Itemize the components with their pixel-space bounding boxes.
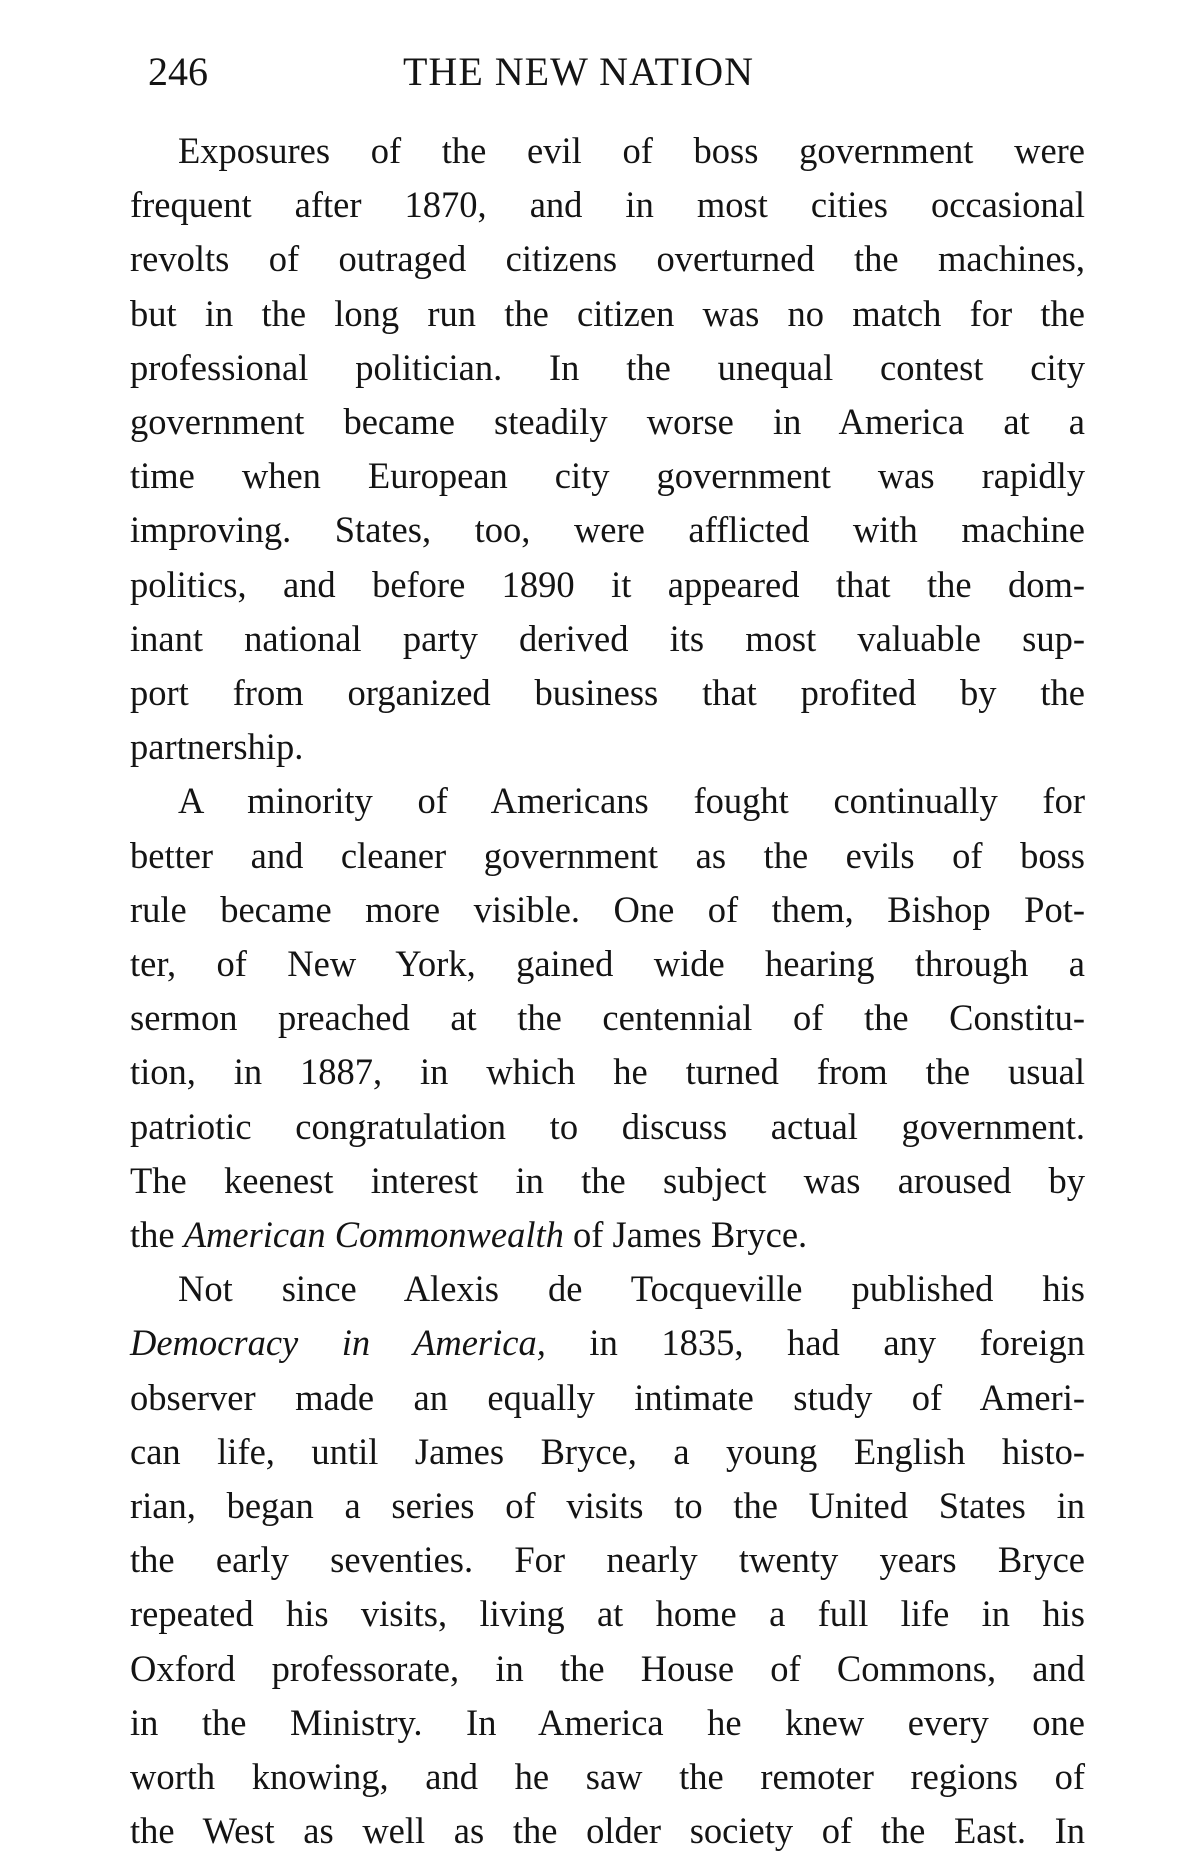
body-text bbox=[130, 124, 1085, 1859]
text-line: rian, began a series of visits to the United States in bbox=[130, 1485, 1085, 1527]
text-line: frequent after 1870, and in most cities occasional bbox=[130, 184, 1085, 226]
text-line: rule became more visible. One of them, Bishop Pot- bbox=[130, 888, 1085, 930]
text-line: time when European city government was rapidly bbox=[130, 455, 1085, 497]
text-fragment: of James Bryce. bbox=[563, 1214, 808, 1256]
text-line: The keenest interest in the subject was aroused by bbox=[130, 1159, 1085, 1201]
text-line: the West as well as the older society of the East. In bbox=[130, 1810, 1085, 1852]
text-fragment: in 1835, had any foreign bbox=[545, 1322, 1085, 1364]
text-fragment: the bbox=[130, 1214, 184, 1256]
paragraph-2 bbox=[130, 774, 1085, 1262]
paragraph-1 bbox=[130, 124, 1085, 774]
text-line: A minority of Americans fought continually for bbox=[178, 780, 1085, 822]
page-header bbox=[148, 44, 1010, 104]
text-line: inant national party derived its most valuable sup- bbox=[130, 617, 1085, 659]
text-line: in the Ministry. In America he knew every one bbox=[130, 1701, 1085, 1743]
text-line: patriotic congratulation to discuss actual government. bbox=[130, 1105, 1085, 1147]
paragraph-3 bbox=[130, 1262, 1085, 1858]
text-line: government became steadily worse in America at a bbox=[130, 401, 1085, 443]
text-line: ter, of New York, gained wide hearing through a bbox=[130, 943, 1085, 985]
text-line: port from organized business that profited by the bbox=[130, 672, 1085, 714]
text-line: but in the long run the citizen was no match for the bbox=[130, 292, 1085, 334]
text-line: Exposures of the evil of boss government were bbox=[178, 130, 1085, 171]
book-title-italic: American Commonwealth bbox=[183, 1214, 564, 1256]
text-line: observer made an equally intimate study of Ameri- bbox=[130, 1376, 1085, 1418]
text-line: better and cleaner government as the evils of boss bbox=[130, 834, 1085, 876]
text-line: repeated his visits, living at home a full life in his bbox=[130, 1593, 1085, 1635]
text-line bbox=[130, 1316, 1085, 1370]
text-line bbox=[130, 1208, 1085, 1262]
text-line: tion, in 1887, in which he turned from the usual bbox=[130, 1051, 1085, 1093]
running-head: THE NEW NATION bbox=[403, 49, 754, 94]
text-line: professional politician. In the unequal contest city bbox=[130, 346, 1085, 388]
text-line: partnership. bbox=[130, 726, 304, 768]
text-line: improving. States, too, were afflicted with machine bbox=[130, 509, 1085, 551]
text-line: can life, until James Bryce, a young English histo- bbox=[130, 1430, 1085, 1472]
text-line: Not since Alexis de Tocqueville published his bbox=[178, 1268, 1085, 1310]
text-line: revolts of outraged citizens overturned the machines, bbox=[130, 238, 1085, 280]
text-line: the early seventies. For nearly twenty years Bryce bbox=[130, 1539, 1085, 1581]
book-title-italic: Democracy in America, bbox=[130, 1322, 546, 1364]
text-line: sermon preached at the centennial of the Constitu- bbox=[130, 997, 1085, 1039]
text-line: Oxford professorate, in the House of Commons, and bbox=[130, 1647, 1085, 1689]
text-line: politics, and before 1890 it appeared that the dom- bbox=[130, 563, 1085, 605]
text-line: worth knowing, and he saw the remoter regions of bbox=[130, 1756, 1085, 1798]
page-number: 246 bbox=[148, 49, 208, 94]
